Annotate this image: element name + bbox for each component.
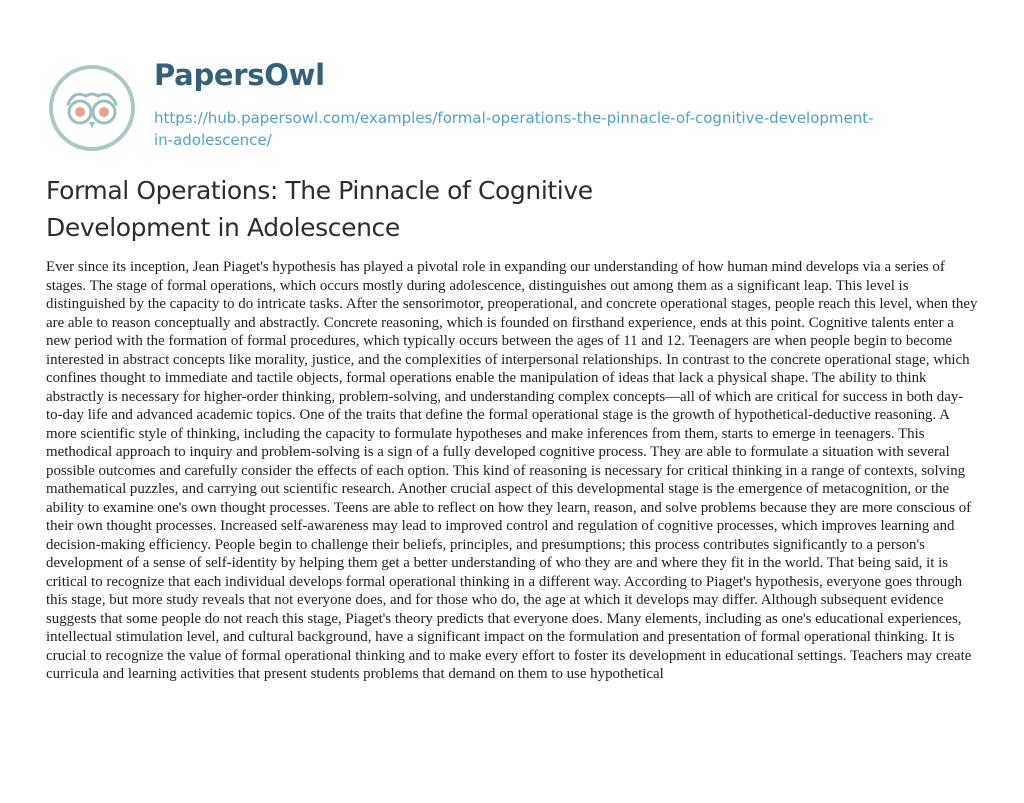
- article-title: Formal Operations: The Pinnacle of Cognitive Development in Adolescence: [46, 176, 593, 242]
- brand-name[interactable]: PapersOwl: [154, 58, 325, 92]
- owl-logo-icon[interactable]: [46, 62, 138, 154]
- owl-logo-svg: [46, 62, 138, 154]
- site-header: [46, 50, 986, 160]
- article-url-link[interactable]: https://hub.papersowl.com/examples/formal-operations-the-pinnacle-of-cognitive-development-in-adolescence/: [154, 109, 874, 149]
- article-body: Ever since its inception, Jean Piaget's hypothesis has played a pivotal role in expanding our understanding of how human mind develops via a series of stages. The stage of formal operations, which occurs mostly during adolescence, distinguishes out among them as a significant leap. This level is distinguished by the capacity to do intricate tasks. After the sensorimotor, preoperational, and concrete operational stages, people reach this level, when they are able to reason conceptually and abstractly. Concrete reasoning, which is founded on firsthand experience, ends at this point. Cognitive talents enter a new period with the formation of formal procedures, which typically occurs between the ages of 11 and 12. Teenagers are when people begin to become interested in abstract concepts like morality, justice, and the complexities of interpersonal relationships. In contrast to the concrete operational stage, which confines thought to immediate and tactile objects, formal operations enable the manipulation of ideas that lack a physical shape. The ability to think abstractly is necessary for higher-order thinking, problem-solving, and understanding complex concepts—all of which are critical for success in both day-to-day life and advanced academic topics. One of the traits that define the formal operational stage is the growth of hypothetical-deductive reasoning. A more scientific style of thinking, including the capacity to formulate hypotheses and make inferences from them, starts to emerge in teenagers. This methodical approach to inquiry and problem-solving is a sign of a fully developed cognitive process. They are able to formulate a situation with several possible outcomes and carefully consider the effects of each option. This kind of reasoning is necessary for critical thinking in a range of contexts, solving mathematical puzzles, and carrying out scientific research. Another crucial aspect of this developmental stage is the emergence of metacognition, or the ability to examine one's own thought processes. Teens are able to reflect on how they learn, reason, and solve problems because they are more conscious of their own thought processes. Increased self-awareness may lead to improved control and regulation of cognitive processes, which improves learning and decision-making efficiency. People begin to challenge their beliefs, principles, and presumptions; this process contributes significantly to a person's development of a sense of self-identity by helping them get a better understanding of who they are and where they fit in the world. That being said, it is critical to recognize that each individual develops formal operational thinking in a different way. According to Piaget's hypothesis, everyone goes through this stage, but more study reveals that not everyone does, and for those who do, the age at which it develops may differ. Although subsequent evidence suggests that some people do not reach this stage, Piaget's theory predicts that everyone does. Many elements, including as one's educational experiences, intellectual stimulation level, and cultural background, have a significant impact on the formulation and presentation of formal operational thinking. It is crucial to recognize the value of formal operational thinking and to make every effort to foster its development in educational settings. Teachers may create curricula and learning activities that present students problems that demand on them to use hypothetical: [46, 259, 978, 682]
